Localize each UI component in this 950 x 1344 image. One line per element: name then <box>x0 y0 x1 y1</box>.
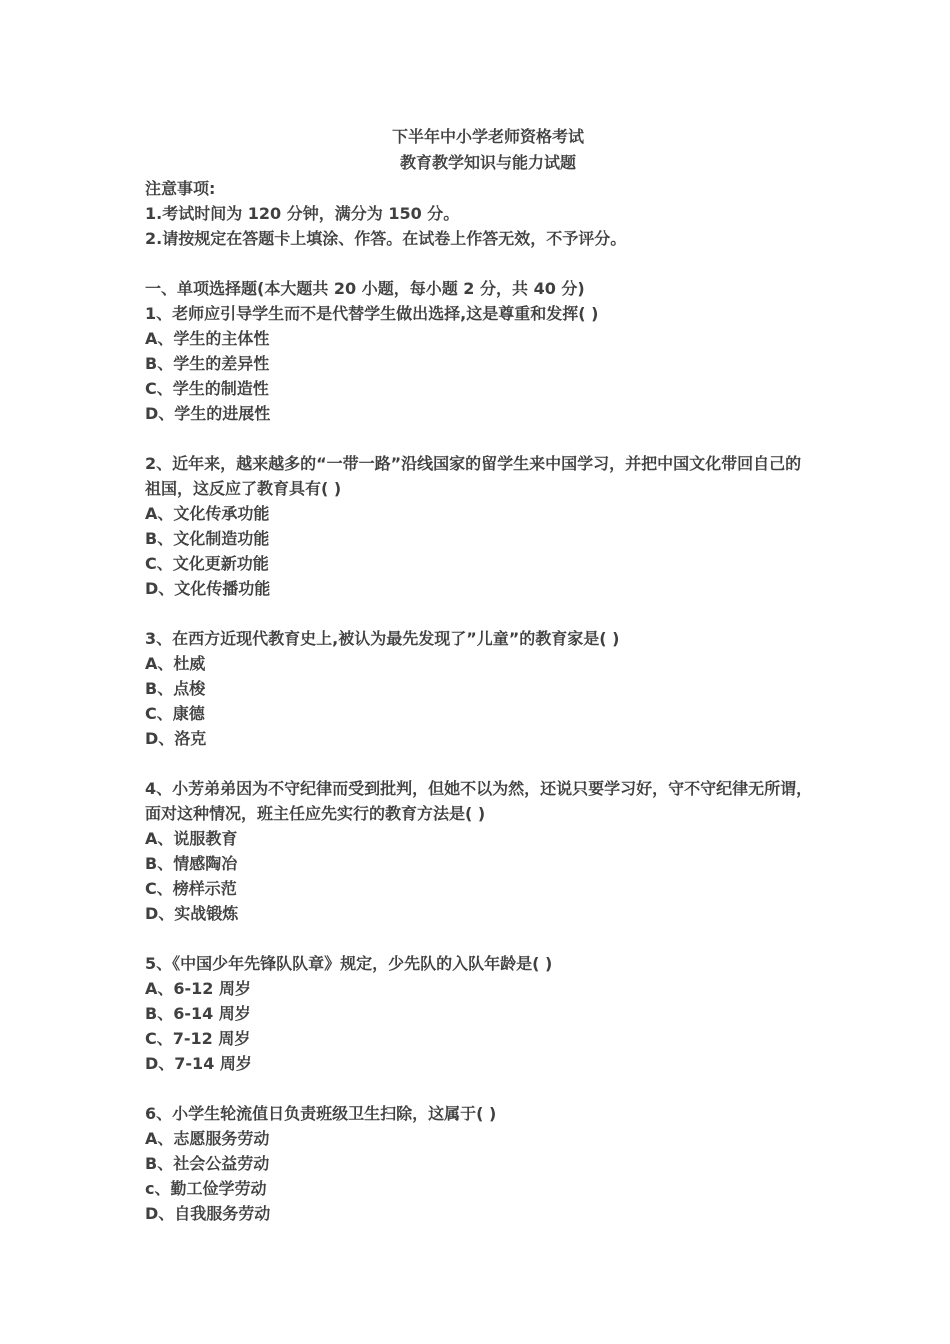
question-6-option-a: A、志愿服务劳动 <box>145 1129 270 1148</box>
question-6-option-b: B、社会公益劳动 <box>145 1154 270 1173</box>
section-heading: 一、单项选择题(本大题共 20 小题，每小题 2 分，共 40 分) <box>145 279 585 298</box>
spacer <box>145 426 815 451</box>
question-3-option-a: A、杜威 <box>145 654 206 673</box>
question-2-stem: 2、近年来，越来越多的“一带一路”沿线国家的留学生来中国学习，并把中国文化带回自己的祖国，这反应了教育具有( ) <box>145 454 802 498</box>
document-content <box>145 124 815 1226</box>
title-line-2: 教育教学知识与能力试题 <box>399 153 576 172</box>
question-5-stem: 5、《中国少年先锋队队章》规定，少先队的入队年龄是( ) <box>145 954 553 973</box>
question-5-option-d: D、7-14 周岁 <box>145 1054 252 1073</box>
question-6-option-c: c、勤工俭学劳动 <box>145 1179 267 1198</box>
spacer <box>145 251 815 276</box>
question-3-stem: 3、在西方近现代教育史上,被认为最先发现了”儿童”的教育家是( ) <box>145 629 620 648</box>
question-5-option-c: C、7-12 周岁 <box>145 1029 251 1048</box>
question-1-option-c: C、学生的制造性 <box>145 379 269 398</box>
question-6-stem: 6、小学生轮流值日负责班级卫生扫除，这属于( ) <box>145 1104 497 1123</box>
notice-heading: 注意事项: <box>145 179 216 198</box>
question-3-option-c: C、康德 <box>145 704 205 723</box>
title-line-1: 下半年中小学老师资格考试 <box>391 127 584 146</box>
question-2-option-d: D、文化传播功能 <box>145 579 271 598</box>
question-1-option-d: D、学生的进展性 <box>145 404 271 423</box>
question-1-option-a: A、学生的主体性 <box>145 329 270 348</box>
question-3-option-b: B、点梭 <box>145 679 206 698</box>
question-2-option-a: A、文化传承功能 <box>145 504 270 523</box>
spacer <box>145 926 815 951</box>
question-4-option-c: C、榜样示范 <box>145 879 237 898</box>
question-1-option-b: B、学生的差异性 <box>145 354 270 373</box>
question-4-option-b: B、情感陶冶 <box>145 854 238 873</box>
notice-item-1: 1.考试时间为 120 分钟，满分为 150 分。 <box>145 204 460 223</box>
question-4-option-a: A、说服教育 <box>145 829 238 848</box>
notice-item-2: 2.请按规定在答题卡上填涂、作答。在试卷上作答无效，不予评分。 <box>145 229 627 248</box>
question-1-stem: 1、老师应引导学生而不是代替学生做出选择,这是尊重和发挥( ) <box>145 304 599 323</box>
question-5-option-a: A、6-12 周岁 <box>145 979 251 998</box>
question-5-option-b: B、6-14 周岁 <box>145 1004 251 1023</box>
question-4-stem: 4、小芳弟弟因为不守纪律而受到批判，但她不以为然，还说只要学习好，守不守纪律无所谓，面对这种情况，班主任应先实行的教育方法是( ) <box>145 779 813 823</box>
question-4-option-d: D、实战锻炼 <box>145 904 239 923</box>
question-2-option-c: C、文化更新功能 <box>145 554 269 573</box>
spacer <box>145 601 815 626</box>
question-3-option-d: D、洛克 <box>145 729 207 748</box>
question-2-option-b: B、文化制造功能 <box>145 529 270 548</box>
spacer <box>145 751 815 776</box>
question-6-option-d: D、自我服务劳动 <box>145 1204 271 1223</box>
spacer <box>145 1076 815 1101</box>
